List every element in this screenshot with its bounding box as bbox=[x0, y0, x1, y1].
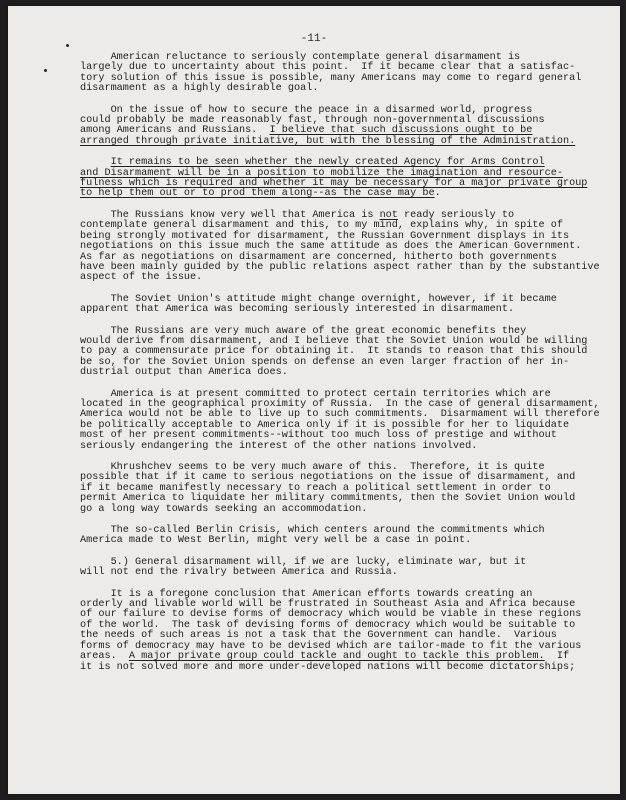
text-segment: contemplate general disarmament and this, to my mind, explains why, in spite of bbox=[80, 220, 563, 232]
text-segment: dustrial output than America does. bbox=[80, 367, 288, 379]
text-segment: most of her present commitments--without too much loss of prestige and without bbox=[80, 430, 557, 442]
text-segment: of the world. The task of devising forms of democracy which would be suitable to bbox=[80, 619, 576, 631]
text-segment: 5.) General disarmament will, if we are lucky, eliminate war, but it bbox=[80, 556, 527, 568]
text-segment: Khrushchev seems to be very much aware of this. Therefore, it is quite bbox=[80, 462, 545, 473]
text-segment: located in the geographical proximity of Russia. In the case of general disarmament, bbox=[80, 398, 600, 410]
paragraph bbox=[80, 390, 610, 452]
document-page bbox=[8, 6, 620, 794]
ink-mark bbox=[66, 44, 69, 47]
paragraph bbox=[80, 463, 610, 515]
text-segment bbox=[80, 157, 111, 168]
text-segment: will not end the rivalry between America and Russia. bbox=[80, 567, 398, 579]
text-segment: if it became manifestly necessary to reach a political settlement in order to bbox=[80, 482, 551, 494]
text-segment: It is a foregone conclusion that American efforts towards creating an bbox=[80, 588, 533, 600]
paragraph bbox=[80, 211, 610, 284]
paragraph bbox=[80, 526, 610, 547]
text-segment: disarmament as a highly desirable goal. bbox=[80, 83, 319, 95]
text-segment: being strongly motivated for disarmament, the Russian Government displays in its bbox=[80, 230, 570, 242]
text-segment: seriously endangering the interest of the other nations involved. bbox=[80, 440, 478, 452]
text-segment: areas. bbox=[80, 651, 129, 663]
underlined-text: arranged through private initiative, but with the blessing of the Administration. bbox=[80, 135, 576, 147]
paragraph bbox=[80, 106, 610, 148]
text-line bbox=[80, 189, 610, 199]
text-line bbox=[80, 273, 610, 283]
paragraph bbox=[80, 158, 610, 200]
text-segment: The Soviet Union's attitude might change overnight, however, if it became bbox=[80, 293, 557, 305]
page-number: -11- bbox=[300, 33, 328, 45]
text-line bbox=[80, 442, 610, 452]
text-line bbox=[80, 536, 610, 546]
text-segment: go a long way towards seeking an accommodation. bbox=[80, 503, 368, 515]
text-segment: could probably be made reasonably fast, through non-governmental discussions bbox=[80, 115, 545, 127]
text-segment: America made to West Berlin, might very well be a case in point. bbox=[80, 535, 472, 547]
text-segment: tory solution of this issue is possible, many Americans may come to regard general bbox=[80, 72, 582, 84]
text-segment: The Russians know very well that America is bbox=[80, 209, 380, 221]
paragraph bbox=[80, 590, 610, 673]
text-segment: As far as negotiations on disarmament are concerned, hitherto both governments bbox=[80, 251, 557, 263]
text-segment: The so-called Berlin Crisis, which centers around the commitments which bbox=[80, 525, 545, 537]
underlined-text: not bbox=[379, 209, 398, 221]
text-segment: have been mainly guided by the public relations aspect rather than by the substantive bbox=[80, 261, 600, 273]
document-body bbox=[80, 53, 610, 684]
text-segment: America is at present committed to protect certain territories which are bbox=[80, 388, 551, 400]
text-line bbox=[80, 505, 610, 515]
underlined-text: A major private group could tackle and ought to tackle this problem. bbox=[128, 651, 545, 663]
text-segment: of our failure to devise forms of democracy which would be viable in these regions bbox=[80, 609, 582, 621]
text-segment: aspect of the issue. bbox=[80, 272, 203, 284]
text-segment: possible that if it came to serious negotiations on the issue of disarmament, and bbox=[80, 472, 576, 484]
ink-mark bbox=[44, 69, 47, 72]
text-segment: the needs of such areas is not a task that the Government can handle. Various bbox=[80, 630, 557, 642]
paragraph bbox=[80, 295, 610, 316]
text-segment: orderly and livable world will be frustrated in Southeast Asia and Africa because bbox=[80, 599, 576, 611]
underlined-text: and Disarmament will be in a position to mobilize the imagination and resource- bbox=[80, 167, 563, 179]
text-segment: ready seriously to bbox=[397, 209, 515, 221]
underlined-text: It remains to be seen whether the newly created Agency for Arms Control bbox=[110, 157, 545, 169]
text-segment: . bbox=[434, 188, 441, 200]
text-segment: The Russians are very much aware of the great economic benefits they bbox=[80, 325, 527, 337]
paragraph bbox=[80, 53, 610, 95]
text-segment: If bbox=[544, 651, 570, 663]
text-line bbox=[80, 137, 610, 147]
text-segment: On the issue of how to secure the peace in a disarmed world, progress bbox=[80, 104, 533, 116]
underlined-text: fulness which is required and whether it may be necessary for a major private group bbox=[80, 178, 588, 190]
text-line bbox=[80, 84, 610, 94]
text-segment: among Americans and Russians. bbox=[80, 125, 270, 137]
text-segment: to pay a commensurate price for obtaining it. It stands to reason that this should bbox=[80, 346, 588, 358]
text-segment: largely due to uncertainty about this point. If it became clear that a satisfac- bbox=[80, 62, 576, 74]
text-segment: be so, for the Soviet Union spends on defense an even larger fraction of her in- bbox=[80, 356, 570, 368]
text-segment: would derive from disarmament, and I believe that the Soviet Union would be willing bbox=[80, 335, 588, 347]
text-segment: American reluctance to seriously contemplate general disarmament is bbox=[80, 52, 521, 63]
text-segment: forms of democracy may have to be devised which are tailor-made to fit the various bbox=[80, 640, 582, 652]
text-segment: America would not be able to live up to such commitments. Disarmament will therefore bbox=[80, 409, 600, 421]
text-line bbox=[80, 368, 610, 378]
text-line bbox=[80, 663, 610, 673]
text-segment: permit America to liquidate her military commitments, then the Soviet Union would bbox=[80, 493, 576, 505]
paragraph bbox=[80, 327, 610, 379]
underlined-text: I believe that such discussions ought to be bbox=[269, 125, 533, 137]
text-segment: be politically acceptable to America only if it is possible for her to liquidate bbox=[80, 419, 570, 431]
paragraph bbox=[80, 558, 610, 579]
text-segment: it is not solved more and more under-developed nations will become dictatorships; bbox=[80, 661, 576, 673]
text-line bbox=[80, 305, 610, 315]
text-segment: negotiations on this issue much the same attitude as does the American Government. bbox=[80, 241, 582, 253]
text-line bbox=[80, 568, 610, 578]
text-segment: apparent that America was becoming seriously interested in disarmament. bbox=[80, 304, 515, 316]
underlined-text: to help them out or to prod them along--as the case may be bbox=[80, 188, 435, 200]
